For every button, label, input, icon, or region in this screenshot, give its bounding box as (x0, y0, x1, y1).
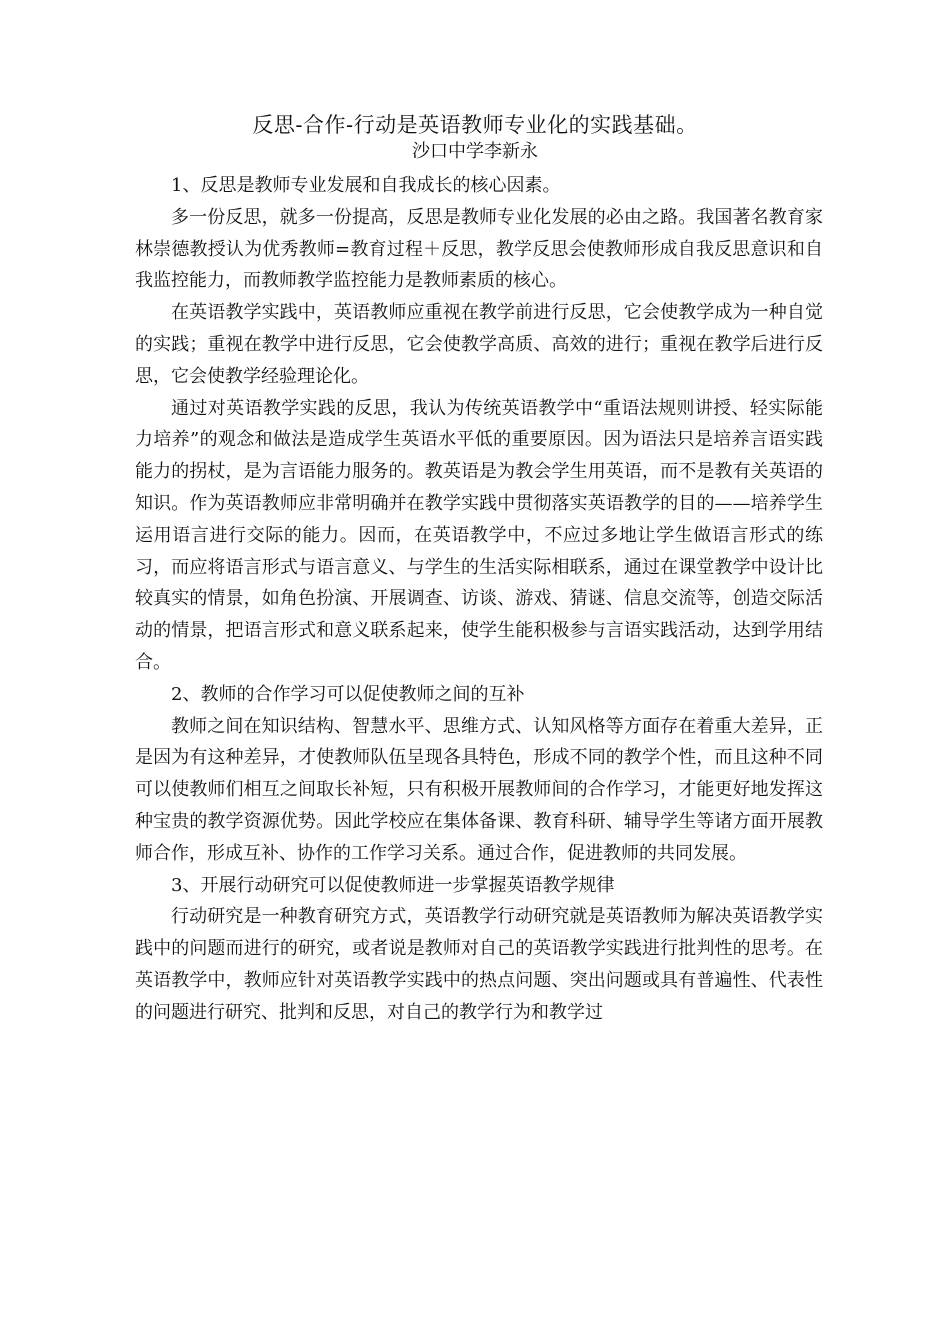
section-heading-1: 1、反思是教师专业发展和自我成长的核心因素。 (171, 175, 561, 196)
body-paragraph: 教师之间在知识结构、智慧水平、思维方式、认知风格等方面存在着重大差异，正是因为有这种差异，才使教师队伍呈现各具特色，形成不同的教学个性，而且这种不同可以使教师们相互之间取长补短，只有积极开展教师间的合作学习，才能更好地发挥这种宝贵的教学资源优势。因此学校应在集体备课、教育科研、辅导学生等诸方面开展教师合作，形成互补、协作的工作学习关系。通过合作，促进教师的共同发展。 (135, 715, 823, 864)
document-title: 反思-合作-行动是英语教师专业化的实践基础。 (252, 113, 698, 137)
section-heading-3: 3、开展行动研究可以促使教师进一步掌握英语教学规律 (171, 874, 615, 896)
body-paragraph: 通过对英语教学实践的反思，我认为传统英语教学中“重语法规则讲授、轻实际能力培养”的观念和做法是造成学生英语水平低的重要原因。因为语法只是培养言语实践能力的拐杖，是为言语能力服务的。教英语是为教会学生用英语，而不是教有关英语的知识。作为英语教师应非常明确并在教学实践中贯彻落实英语教学的目的——培养学生运用语言进行交际的能力。因而，在英语教学中，不应过多地让学生做语言形式的练习，而应将语言形式与语言意义、与学生的生活实际相联系，通过在课堂教学中设计比较真实的情景，如角色扮演、开展调查、访谈、游戏、猜谜、信息交流等，创造交际活动的情景，把语言形式和意义联系起来，使学生能积极参与言语实践活动，达到学用结合。 (135, 397, 823, 673)
body-paragraph: 在英语教学实践中，英语教师应重视在教学前进行反思，它会使教学成为一种自觉的实践；重视在教学中进行反思，它会使教学高质、高效的进行；重视在教学后进行反思，它会使教学经验理论化。 (135, 302, 823, 387)
document-body (135, 170, 823, 1029)
document-author: 沙口中学李新永 (412, 141, 538, 162)
body-paragraph: 行动研究是一种教育研究方式，英语教学行动研究就是英语教师为解决英语教学实践中的问题而进行的研究，或者说是教师对自己的英语教学实践进行批判性的思考。在英语教学中，教师应针对英语教学实践中的热点问题、突出问题或具有普遍性、代表性的问题进行研究、批判和反思，对自己的教学行为和教学过 (135, 906, 823, 1023)
section-heading-2: 2、教师的合作学习可以促使教师之间的互补 (171, 683, 525, 705)
body-paragraph: 多一份反思，就多一份提高，反思是教师专业化发展的必由之路。我国著名教育家林崇德教授认为优秀教师=教育过程＋反思，教学反思会使教师形成自我反思意识和自我监控能力，而教师教学监控能力是教师素质的核心。 (135, 206, 823, 292)
